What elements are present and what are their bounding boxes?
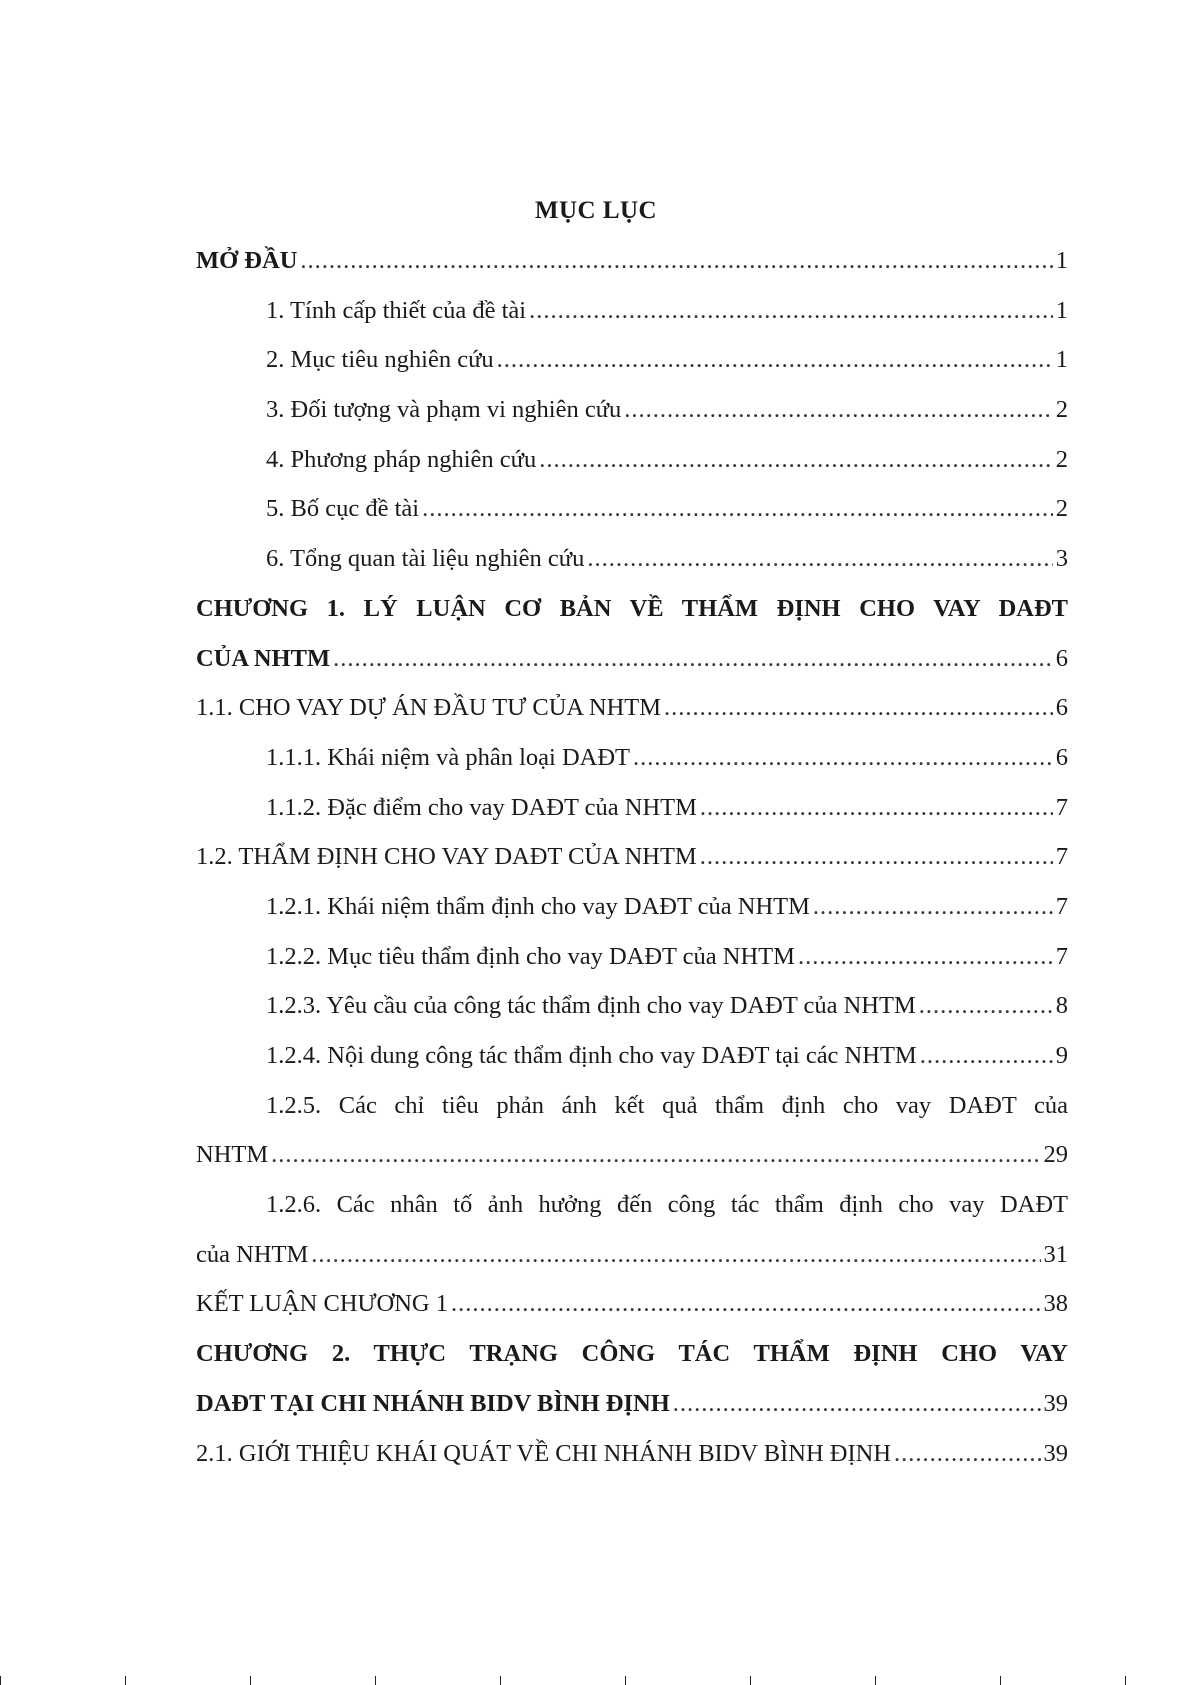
dot-leader [813,882,1053,932]
toc-entry-2[interactable] [196,335,1068,385]
toc-page-number: 1 [1055,296,1068,324]
page-edge-marks [0,1676,1192,1685]
dot-leader [919,981,1053,1031]
toc-page-number: 7 [1055,942,1068,970]
dot-leader [311,1230,1040,1280]
toc-entry-text: 3. Đối tượng và phạm vi nghiên cứu [266,396,622,424]
toc-page-number: 6 [1055,743,1068,771]
toc-entry-text: 1.2.2. Mục tiêu thẩm định cho vay DAĐT của NHTM [266,942,795,970]
toc-entry-1-2-4[interactable] [196,1031,1068,1081]
dot-leader [700,783,1053,833]
toc-page-number: 2 [1055,495,1068,523]
dot-leader [798,932,1053,982]
toc-entry-text-line2: của NHTM [196,1240,309,1268]
toc-entry-3[interactable] [196,385,1068,435]
dot-leader [539,435,1053,485]
toc-entry-1-1-1[interactable] [196,733,1068,783]
toc-entry-mo-dau[interactable] [196,236,1068,286]
dot-leader [920,1031,1053,1081]
toc-entry-2-1[interactable] [196,1429,1068,1479]
toc-page-number: 31 [1043,1240,1068,1268]
toc-page-number: 7 [1055,843,1068,871]
toc-entry-4[interactable] [196,435,1068,485]
toc-entry-1-2-5[interactable] [196,1081,1068,1180]
toc-page-number: 2 [1055,396,1068,424]
toc-page-number: 7 [1055,793,1068,821]
table-of-contents [196,236,1068,1478]
dot-leader [673,1379,1041,1429]
toc-entry-text-line2: DAĐT TẠI CHI NHÁNH BIDV BÌNH ĐỊNH [196,1389,670,1417]
toc-entry-6[interactable] [196,534,1068,584]
toc-entry-text: 1.2. THẨM ĐỊNH CHO VAY DAĐT CỦA NHTM [196,843,697,871]
toc-entry-chuong-1[interactable] [196,584,1068,683]
toc-entry-text: 1. Tính cấp thiết của đề tài [266,296,527,324]
toc-page-number: 1 [1055,346,1068,374]
toc-entry-text-line1: CHƯƠNG 1. LÝ LUẬN CƠ BẢN VỀ THẨM ĐỊNH CHO VAY DAĐT [196,594,1068,622]
toc-entry-text: 1.1. CHO VAY DỰ ÁN ĐẦU TƯ CỦA NHTM [196,694,662,722]
dot-leader [633,733,1053,783]
dot-leader [624,385,1053,435]
toc-entry-5[interactable] [196,484,1068,534]
toc-entry-text: 1.2.4. Nội dung công tác thẩm định cho vay DAĐT tại các NHTM [266,1042,917,1069]
toc-entry-text: 4. Phương pháp nghiên cứu [266,445,537,473]
toc-entry-text: 1.2.3. Yêu cầu của công tác thẩm định cho vay DAĐT của NHTM [266,992,916,1020]
toc-entry-chuong-2[interactable] [196,1329,1068,1428]
toc-entry-text: 2. Mục tiêu nghiên cứu [266,346,494,374]
toc-entry-text: 5. Bố cục đề tài [266,495,420,523]
toc-page-number: 7 [1055,892,1068,920]
dot-leader [497,335,1053,385]
dot-leader [664,683,1053,733]
toc-entry-text: 1.2.1. Khái niệm thẩm định cho vay DAĐT của NHTM [266,892,810,920]
dot-leader [300,236,1052,286]
toc-entry-1-2-2[interactable] [196,932,1068,982]
toc-entry-1-2-3[interactable] [196,981,1068,1031]
toc-entry-ket-luan-1[interactable] [196,1279,1068,1329]
dot-leader [451,1279,1041,1329]
dot-leader [700,832,1053,882]
toc-page-number: 29 [1043,1141,1068,1169]
toc-page-number: 39 [1043,1439,1068,1467]
toc-page-number: 1 [1055,247,1068,274]
toc-entry-text-line1: 1.2.6. Các nhân tố ảnh hưởng đến công tác thẩm định cho vay DAĐT [266,1191,1068,1219]
page-title: MỤC LỤC [534,197,658,224]
toc-entry-1-2-1[interactable] [196,882,1068,932]
toc-entry-text: 1.1.2. Đặc điểm cho vay DAĐT của NHTM [266,793,697,821]
toc-entry-text: 1.1.1. Khái niệm và phân loại DAĐT [266,743,631,771]
dot-leader [587,534,1052,584]
toc-entry-text-line1: CHƯƠNG 2. THỰC TRẠNG CÔNG TÁC THẨM ĐỊNH CHO VAY [196,1340,1068,1368]
toc-entry-1-1-2[interactable] [196,783,1068,833]
toc-entry-text: 2.1. GIỚI THIỆU KHÁI QUÁT VỀ CHI NHÁNH BIDV BÌNH ĐỊNH [196,1439,892,1467]
toc-entry-text-line2: NHTM [196,1141,269,1169]
toc-page-number: 9 [1055,1042,1068,1069]
dot-leader [422,484,1053,534]
toc-entry-text-line1: 1.2.5. Các chỉ tiêu phản ánh kết quả thẩm định cho vay DAĐT của [266,1091,1068,1119]
dot-leader [894,1429,1040,1479]
toc-entry-text: KẾT LUẬN CHƯƠNG 1 [196,1290,448,1318]
toc-page-number: 8 [1055,992,1068,1020]
toc-page-number: 6 [1055,644,1068,672]
toc-page-number: 3 [1055,545,1068,573]
toc-entry-1-2-6[interactable] [196,1180,1068,1279]
toc-entry-text: MỞ ĐẦU [196,247,298,274]
dot-leader [333,634,1053,684]
toc-page-number: 38 [1043,1290,1068,1318]
toc-entry-1-2[interactable] [196,832,1068,882]
toc-entry-1[interactable] [196,286,1068,336]
dot-leader [529,286,1053,336]
dot-leader [271,1130,1040,1180]
toc-page-number: 6 [1055,694,1068,722]
toc-page-number: 39 [1043,1389,1068,1417]
toc-entry-1-1[interactable] [196,683,1068,733]
toc-entry-text-line2: CỦA NHTM [196,644,331,672]
toc-entry-text: 6. Tổng quan tài liệu nghiên cứu [266,545,585,573]
toc-page-number: 2 [1055,445,1068,473]
